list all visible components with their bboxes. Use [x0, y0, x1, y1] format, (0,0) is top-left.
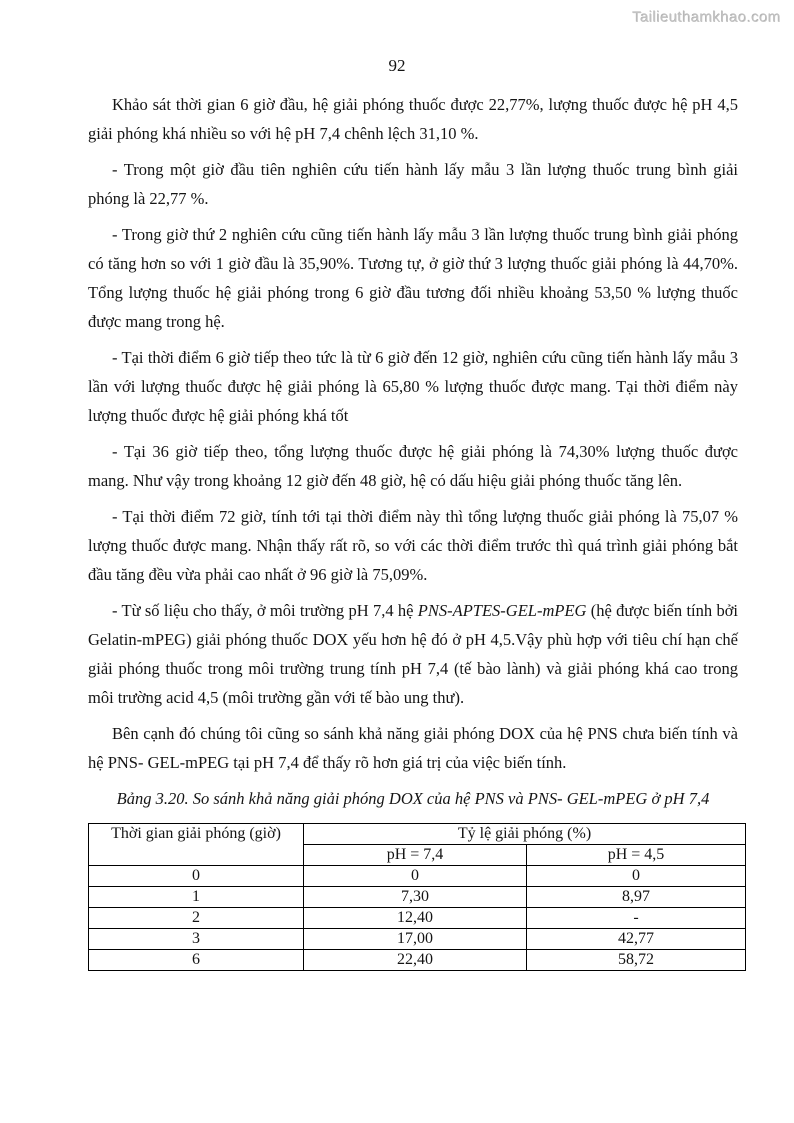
table-cell: 2 — [89, 908, 304, 929]
table-header-ph45: pH = 4,5 — [527, 845, 746, 866]
table-cell: 0 — [304, 866, 527, 887]
paragraph: Khảo sát thời gian 6 giờ đầu, hệ giải phóng thuốc được 22,77%, lượng thuốc được hệ pH 4,5 giải phóng khá nhiều so với hệ pH 7,4 chênh lệch 31,10 %. — [88, 95, 738, 143]
release-table-body — [89, 866, 746, 971]
paragraph: - Trong giờ thứ 2 nghiên cứu cũng tiến hành lấy mẫu 3 lần lượng thuốc trung bình giải phóng có tăng hơn so với 1 giờ đầu là 35,90%. Tương tự, ở giờ thứ 3 lượng thuốc giải phóng là 44,70%. Tổng lượng thuốc hệ giải phóng trong 6 giờ đầu tương đối nhiều khoảng 53,50 % lượng thuốc được mang trong hệ. — [88, 225, 738, 331]
table-cell: 42,77 — [527, 929, 746, 950]
table-row — [89, 929, 746, 950]
table-cell: 3 — [89, 929, 304, 950]
page-content — [88, 90, 738, 971]
table-header-ph74: pH = 7,4 — [304, 845, 527, 866]
paragraph: Bên cạnh đó chúng tôi cũng so sánh khả năng giải phóng DOX của hệ PNS chưa biến tính và hệ PNS- GEL-mPEG tại pH 7,4 để thấy rõ hơn giá trị của việc biến tính. — [88, 724, 738, 772]
paragraphs — [88, 90, 738, 777]
paragraph: - Tại 36 giờ tiếp theo, tổng lượng thuốc được hệ giải phóng là 74,30% lượng thuốc được mang. Như vậy trong khoảng 12 giờ đến 48 giờ, hệ có dấu hiệu giải phóng thuốc tăng lên. — [88, 442, 738, 490]
table-cell: 12,40 — [304, 908, 527, 929]
table-cell: 6 — [89, 950, 304, 971]
table-cell: 0 — [89, 866, 304, 887]
table-cell: 8,97 — [527, 887, 746, 908]
table-header-ratio: Tỷ lệ giải phóng (%) — [304, 824, 746, 845]
paragraph: - Tại thời điểm 6 giờ tiếp theo tức là từ 6 giờ đến 12 giờ, nghiên cứu cũng tiến hành lấy mẫu 3 lần với lượng thuốc được hệ giải phóng là 65,80 % lượng thuốc được mang. Tại thời điểm này lượng thuốc được hệ giải phóng khá tốt — [88, 348, 738, 425]
table-cell: 1 — [89, 887, 304, 908]
table-caption: Bảng 3.20. So sánh khả năng giải phóng DOX của hệ PNS và PNS- GEL-mPEG ở pH 7,4 — [116, 789, 710, 808]
page-number: 92 — [388, 56, 406, 75]
table-cell: 17,00 — [304, 929, 527, 950]
table-row — [89, 887, 746, 908]
paragraph: - Tại thời điểm 72 giờ, tính tới tại thời điểm này thì tổng lượng thuốc giải phóng là 75,07 % lượng thuốc được mang. Nhận thấy rất rõ, so với các thời điểm trước thì quá trình giải phóng bắt đầu tăng đều vừa phải cao nhất ở 96 giờ là 75,09%. — [88, 507, 738, 584]
table-row — [89, 866, 746, 887]
table-cell: - — [527, 908, 746, 929]
table-cell: 58,72 — [527, 950, 746, 971]
table-cell: 0 — [527, 866, 746, 887]
table-cell: 22,40 — [304, 950, 527, 971]
table-header-time: Thời gian giải phóng (giờ) — [89, 824, 304, 866]
release-table — [88, 823, 746, 971]
table-row — [89, 908, 746, 929]
watermark: Tailieuthamkhao.com — [632, 9, 781, 26]
table-cell: 7,30 — [304, 887, 527, 908]
paragraph: - Từ số liệu cho thấy, ở môi trường pH 7,4 hệ PNS-APTES-GEL-mPEG (hệ được biến tính bởi Gelatin-mPEG) giải phóng thuốc DOX yếu hơn hệ đó ở pH 4,5.Vậy phù hợp với tiêu chí hạn chế giải phóng thuốc trong môi trường trung tính pH 7,4 (tế bào lành) và giải phóng khá cao trong môi trường acid 4,5 (môi trường gần với tế bào ung thư). — [88, 601, 739, 707]
table-row — [89, 950, 746, 971]
paragraph: - Trong một giờ đầu tiên nghiên cứu tiến hành lấy mẫu 3 lần lượng thuốc trung bình giải phóng là 22,77 %. — [88, 160, 738, 208]
table-header-row-1 — [89, 824, 746, 845]
